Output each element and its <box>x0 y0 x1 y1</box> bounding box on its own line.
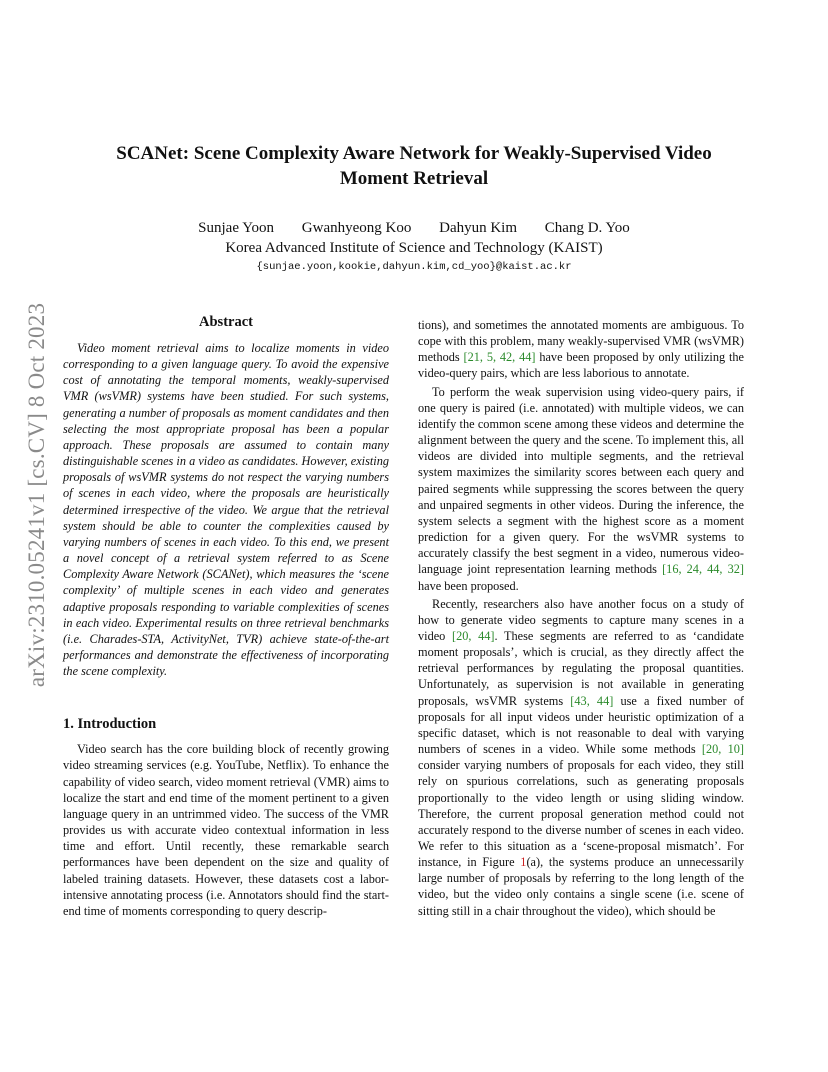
text-span: To perform the weak supervision using video-query pairs, if one query is paired (i.e. annotated) with multiple videos, we can identify the common scene among these videos and determine the alignment between the query and the scene. To implement this, all videos are divided into multiple segments, and the retrieval system maximizes the similarity scores between each query and paired segments while suppressing the scores between the query and unpaired segments in other videos. During the inference, the system selects a segment with the highest score as a moment prediction for a given query. For the wsVMR systems to accurately classify the best segment in a video, numerous video-language joint representation learning methods <box>418 384 744 577</box>
section-heading-introduction: 1. Introduction <box>63 716 157 733</box>
intro-paragraph: Video search has the core building block of recently growing video streaming services (e.g. YouTube, Netflix). To enhance the capability of video search, video moment retrieval (VMR) aims to localize the start and end time of the moment pertinent to a given language query in an untrimmed video. The success of the VMR provides us with accurate video contextual information in less time and effort. Until recently, these remarkable search performances have been dependent on the size and quality of labeled training datasets. However, these datasets cost a labor-intensive annotating process (i.e. Annotators should find the start-end time of moments corresponding to query descrip- <box>63 742 389 918</box>
text-span: use a fixed number of proposals for all input videos under heuristic optimization of a specific dataset, which is not reasonable to deal with varying numbers of scenes in a video. While some methods <box>418 693 744 757</box>
arxiv-id-text: arXiv:2310.05241v1 [cs.CV] 8 Oct 2023 <box>24 302 49 688</box>
author-name: Sunjae Yoon <box>198 220 275 236</box>
arxiv-identifier <box>22 270 52 720</box>
author-name: Gwanhyeong Koo <box>301 220 412 236</box>
text-span: . These segments are referred to as ‘candidate moment proposals’, which is crucial, as they directly affect the retrieval performances by regulating the proposal quantities. Unfortunately, as supervision is not available in generating proposals, wsVMR systems <box>418 628 744 708</box>
author-list <box>0 218 828 238</box>
citation-link[interactable]: [16, 24, 44, 32] <box>662 562 744 577</box>
citation-link[interactable]: [20, 10] <box>701 742 744 757</box>
citation-link[interactable]: [43, 44] <box>570 693 614 708</box>
paragraph <box>418 596 744 919</box>
figure-reference-link[interactable]: 1 <box>520 855 527 870</box>
abstract-text: Video moment retrieval aims to localize moments in video corresponding to a given language query. To avoid the expensive cost of annotating the temporal moments, weakly-supervised VMR (wsVMR) systems have been studied. For such systems, generating a number of proposals as moment candidates and then selecting the most appropriate proposal has been a popular approach. These proposals are assumed to contain many distinguishable scenes in a video as candidates. However, existing proposals of wsVMR systems do not respect the varying numbers of scenes in each video, where the proposals are heuristically determined irrespective of the video. We argue that the retrieval system should be able to counter the complexities caused by varying numbers of scenes in each video. To this end, we present a novel concept of a retrieval system referred to as Scene Complexity Aware Network (SCANet), which measures the ‘scene complexity’ of multiple scenes in each video and generates adaptive proposals responding to variable complexities of scenes in each video. Experimental results on three retrieval benchmarks (i.e. Charades-STA, ActivityNet, TVR) achieve state-of-the-art performances and demonstrate the effectiveness of incorporating the scene complexity. <box>63 341 389 679</box>
text-span: (a), the systems produce an unnecessarily large number of proposals by referring to the long length of the video, but the video only contains a single scene (i.e. scene of sitting still in a chair throughout the video), which should be <box>418 855 744 918</box>
paragraph <box>418 384 744 594</box>
paragraph-continued <box>418 317 744 382</box>
author-emails: {sunjae.yoon,kookie,dahyun.kim,cd_yoo}@kaist.ac.kr <box>256 261 572 273</box>
text-span: have been proposed by only utilizing the video-query pairs, which are less laborious to annotate. <box>418 350 744 381</box>
author-name: Chang D. Yoo <box>544 220 630 236</box>
text-span: Recently, researchers also have another focus on a study of how to generate video segments to capture many scenes in a video <box>418 596 744 643</box>
text-span: have been proposed. <box>418 578 519 593</box>
author-name: Dahyun Kim <box>439 220 518 236</box>
abstract-heading: Abstract <box>199 314 253 330</box>
paper-title: SCANet: Scene Complexity Aware Network for Weakly-Supervised Video Moment Retrieval <box>116 143 712 189</box>
text-span: tions), and sometimes the annotated moments are ambiguous. To cope with this problem, many weakly-supervised VMR (wsVMR) methods <box>418 318 744 365</box>
affiliation: Korea Advanced Institute of Science and Technology (KAIST) <box>225 240 603 256</box>
citation-link[interactable]: [21, 5, 42, 44] <box>463 350 536 365</box>
right-column <box>418 317 744 919</box>
text-span: consider varying numbers of proposals for each video, they still rely on spurious correlations, such as generating proposals proportionally to the video length or using sliding window. Therefore, the current proposal generation method could not accurately respond to the diverse number of scenes in each video. We refer to this situation as a ‘scene-proposal mismatch’. For instance, in Figure <box>418 758 744 870</box>
citation-link[interactable]: [20, 44] <box>451 628 495 643</box>
left-column <box>63 313 389 919</box>
